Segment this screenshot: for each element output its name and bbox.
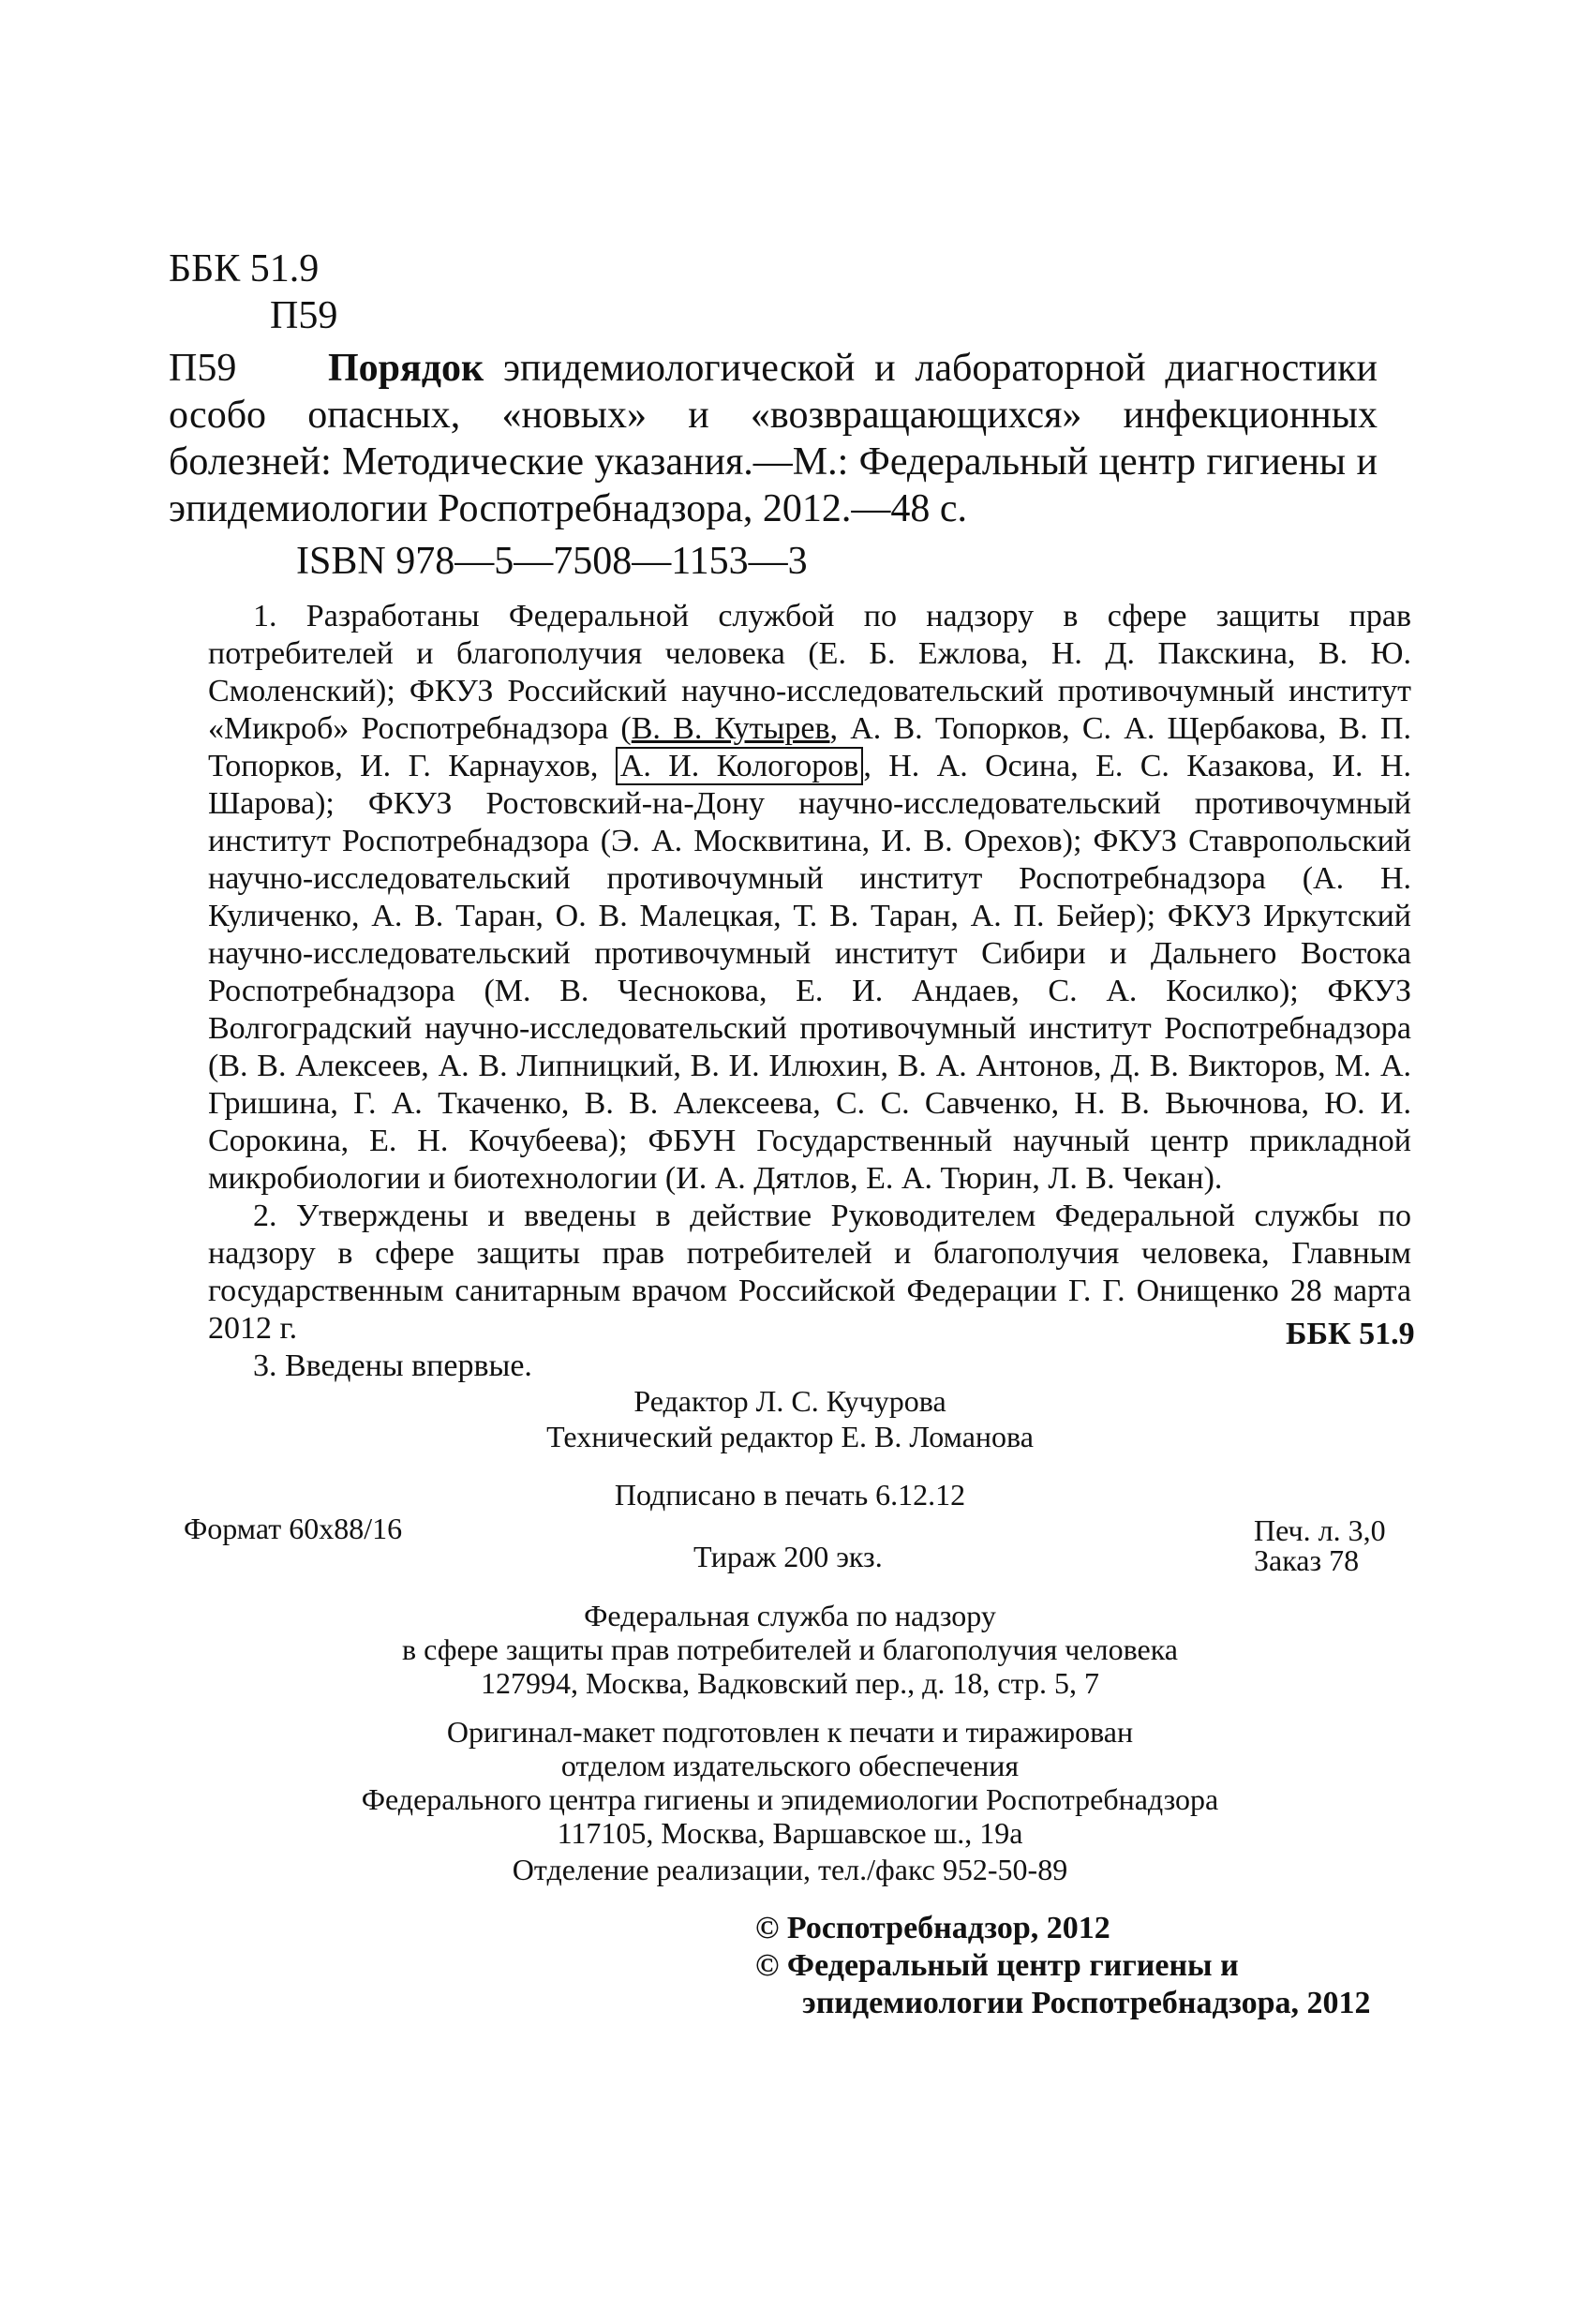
copyright-line: эпидемиологии Роспотребнадзора, 2012	[802, 1986, 1371, 2020]
info-item-1-part-c: , Н. А. Осина, Е. С. Казакова, И. Н. Шарова); ФКУЗ Ростовский-на-Дону научно-исследовательский противочумный институт Роспотребнадзора (Э. А. Москвитина, И. В. Орехов); ФКУЗ Ставропольский научно-исследовательский противочумный институт Роспотребнадзора (А. Н. Куличенко, А. В. Таран, О. В. Малецкая, Т. В. Таран, А. П. Бейер); ФКУЗ Иркутский научно-исследовательский противочумный институт Сибири и Дальнего Востока Роспотребнадзора (М. В. Чеснокова, Е. И. Андаев, С. А. Косилко); ФКУЗ Волгоградский научно-исследовательский противочумный институт Роспотребнадзора (В. В. Алексеев, А. В. Липницкий, В. И. Илюхин, В. А. Антонов, Д. В. Викторов, М. А. Гришина, Г. А. Ткаченко, В. В. Алексеева, С. С. Савченко, Н. В. Вьючнова, Ю. И. Сорокина, Е. Н. Кочубеева); ФБУН Государственный научный центр прикладной микробиологии и биотехнологии (И. А. Дятлов, Е. А. Тюрин, Л. В. Чекан).	[208, 749, 1411, 1196]
sales-department: Отделение реализации, тел./факс 952-50-89	[512, 1853, 1068, 1886]
maker-line: отделом издательского обеспечения	[560, 1749, 1020, 1782]
editor-block	[169, 1383, 1411, 1454]
publisher-line: 127994, Москва, Вадковский пер., д. 18, стр. 5, 7	[481, 1666, 1099, 1700]
publisher-block	[169, 1599, 1411, 1700]
signed-to-print: Подписано в печать 6.12.12	[614, 1478, 966, 1512]
print-run: Тираж 200 экз.	[693, 1540, 883, 1573]
title-bold-word: Порядок	[328, 347, 484, 390]
maker-line: Оригинал-макет подготовлен к печати и тиражирован	[446, 1715, 1134, 1749]
author-mark-left: П59	[169, 347, 237, 390]
info-item-3: 3. Введены впервые.	[253, 1348, 532, 1383]
info-section	[208, 598, 1411, 1385]
maker-line: 117105, Москва, Варшавское ш., 19а	[557, 1816, 1023, 1850]
bbk-code: ББК 51.9	[169, 247, 320, 290]
info-item-1-part-a: 1. Разработаны Федеральной службой по надзору в сфере защиты прав потребителей и благополучия человека (Е. Б. Ежлова, Н. Д. Пакскина, В. Ю. Смоленский); ФКУЗ Российский научно-исследовательский противочумный институт «Микроб» Роспотребнадзора (	[208, 599, 1411, 746]
publisher-line: в сфере защиты прав потребителей и благополучия человека	[402, 1632, 1178, 1666]
order-number: Заказ 78	[1254, 1543, 1360, 1577]
format: Формат 60x88/16	[184, 1512, 403, 1545]
tech-editor: Технический редактор Е. В. Ломанова	[546, 1420, 1034, 1453]
maker-line: Федерального центра гигиены и эпидемиологии Роспотребнадзора	[361, 1782, 1219, 1816]
isbn: ISBN 978—5—7508—1153—3	[296, 540, 808, 583]
copyright-block	[755, 1910, 1371, 2022]
info-boxed-name: А. И. Кологоров	[616, 747, 864, 785]
editor: Редактор Л. С. Кучурова	[633, 1384, 946, 1418]
print-sheets: Печ. л. 3,0	[1254, 1513, 1386, 1547]
bibliographic-title	[169, 345, 1378, 532]
copyright-line: © Роспотребнадзор, 2012	[755, 1911, 1110, 1945]
info-item-1	[208, 598, 1411, 1198]
layout-maker-block	[169, 1715, 1411, 1850]
copyright-line: © Федеральный центр гигиены и	[755, 1948, 1239, 1983]
publisher-line: Федеральная служба по надзору	[584, 1599, 996, 1632]
info-item-2: 2. Утверждены и введены в действие Руководителем Федеральной службы по надзору в сфере защиты прав потребителей и благополучия человека, Главным государственным санитарным врачом Российской Федерации Г. Г. Онищенко 28 марта 2012 г.	[208, 1199, 1411, 1346]
bbk-code-right: ББК 51.9	[1286, 1317, 1415, 1351]
info-underlined-name: В. В. Кутырев	[631, 711, 830, 746]
info-item-1-part-b: , А. В. Топорков, С. А. Щербакова, В. П. Топорков, И. Г. Карнаухов,	[208, 711, 1411, 783]
author-mark: П59	[270, 294, 338, 337]
title-rest: эпидемиологической и лабораторной диагностики особо опасных, «новых» и «возвращающихся» инфекционных болезней: Методические указания.—М.: Федеральный центр гигиены и эпидемиологии Роспотребнадзора, 2012.—48 с.	[169, 347, 1378, 530]
